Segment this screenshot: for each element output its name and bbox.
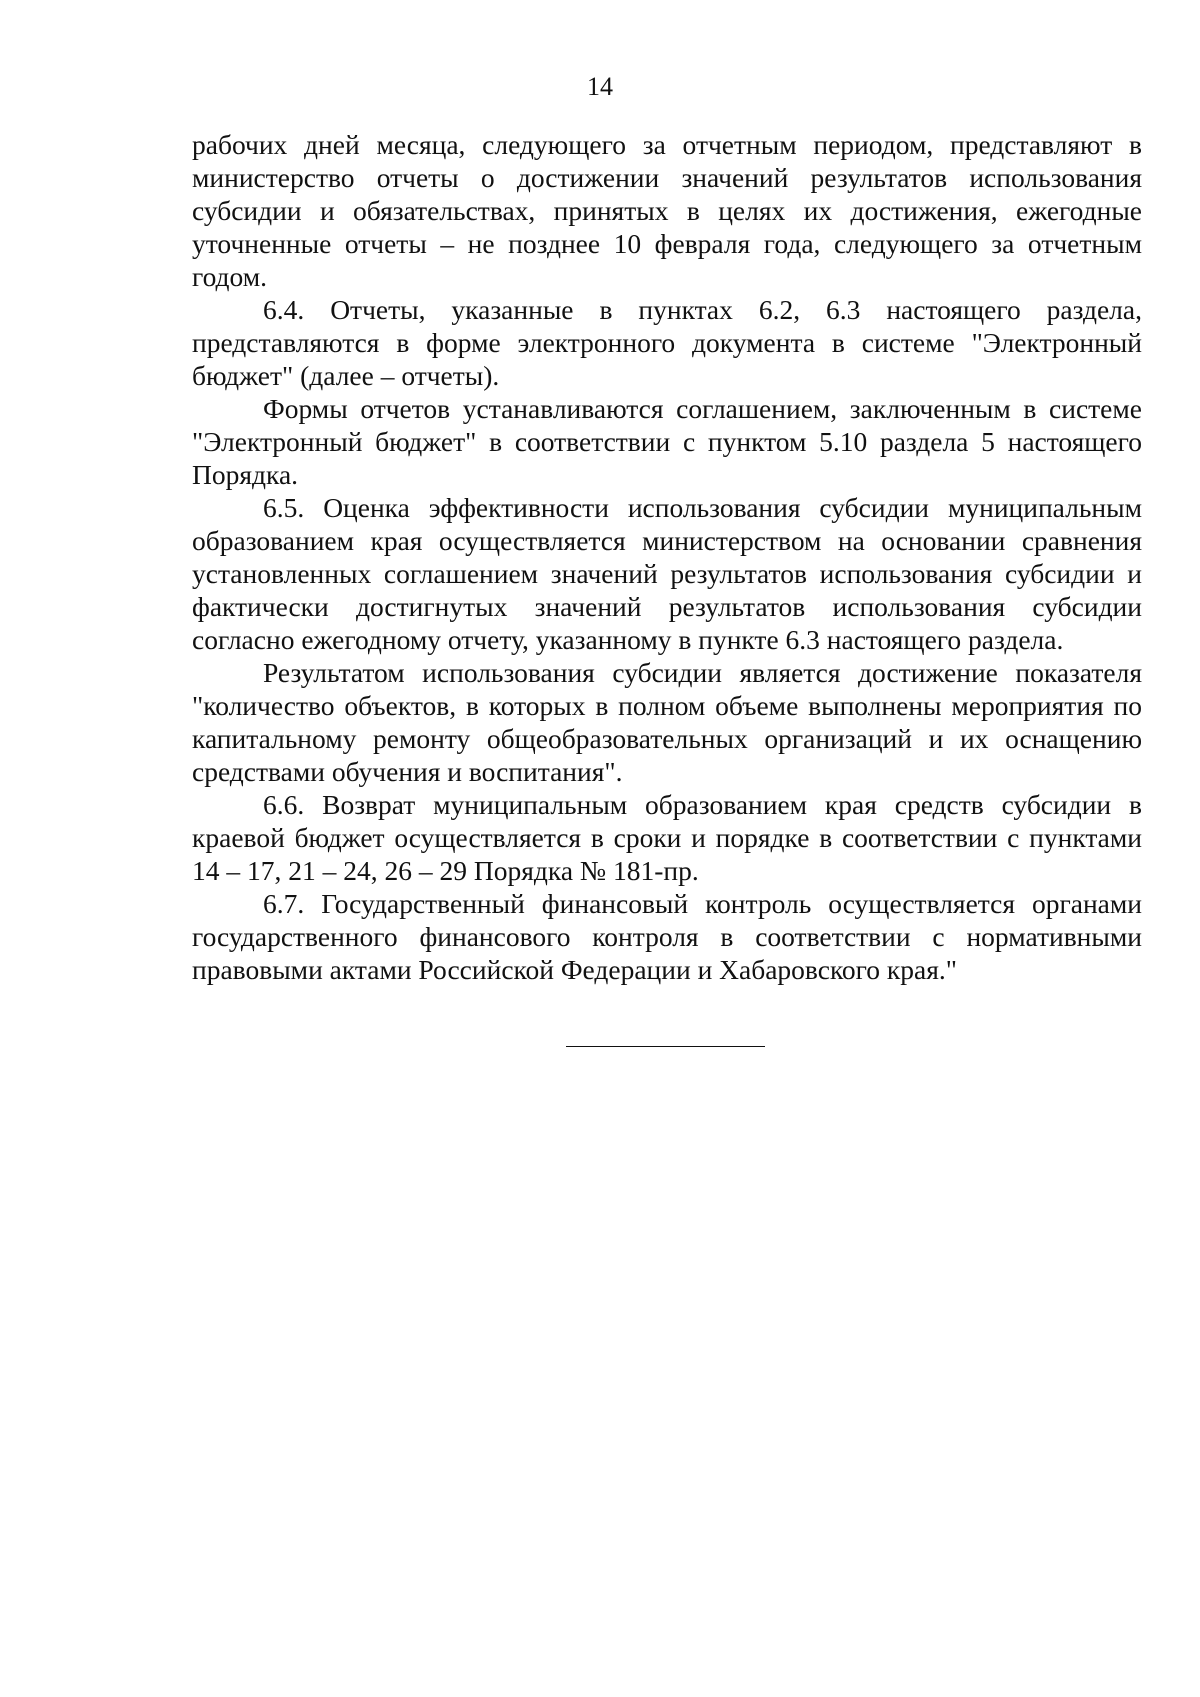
paragraph-continuation: рабочих дней месяца, следующего за отчетным периодом, представляют в министерство отчеты о достижении значений результатов использования субсидии и обязательствах, принятых в целях их достижения, ежегодные уточненные отчеты – не позднее 10 февраля года, следующего за отчетным годом. [192,129,1142,292]
end-of-document-rule [566,1046,765,1047]
paragraph-result-indicator: Результатом использования субсидии является достижение показателя "количество объектов, в которых в полном объеме выполнены мероприятия по капитальному ремонту общеобразовательных организаций и их оснащению средствами обучения и воспитания". [192,657,1142,787]
paragraph-clause-6-6: 6.6. Возврат муниципальным образованием края средств субсидии в краевой бюджет осуществляется в сроки и порядке в соответствии с пунктами 14 – 17, 21 – 24, 26 – 29 Порядка № 181-пр. [192,789,1142,886]
paragraph-report-forms: Формы отчетов устанавливаются соглашением, заключенным в системе "Электронный бюджет" в соответствии с пунктом 5.10 раздела 5 настоящего Порядка. [192,393,1142,490]
paragraph-clause-6-4: 6.4. Отчеты, указанные в пунктах 6.2, 6.3 настоящего раздела, представляются в форме электронного документа в системе "Электронный бюджет" (далее – отчеты). [192,294,1142,391]
document-body [192,128,1142,986]
paragraph-clause-6-5: 6.5. Оценка эффективности использования субсидии муниципальным образованием края осуществляется министерством на основании сравнения установленных соглашением значений результатов использования субсидии и фактически достигнутых значений результатов использования субсидии согласно ежегодному отчету, указанному в пункте 6.3 настоящего раздела. [192,492,1142,655]
paragraph-clause-6-7: 6.7. Государственный финансовый контроль осуществляется органами государственного финансового контроля в соответствии с нормативными правовыми актами Российской Федерации и Хабаровского края." [192,888,1142,985]
page-number: 14 [587,72,613,101]
